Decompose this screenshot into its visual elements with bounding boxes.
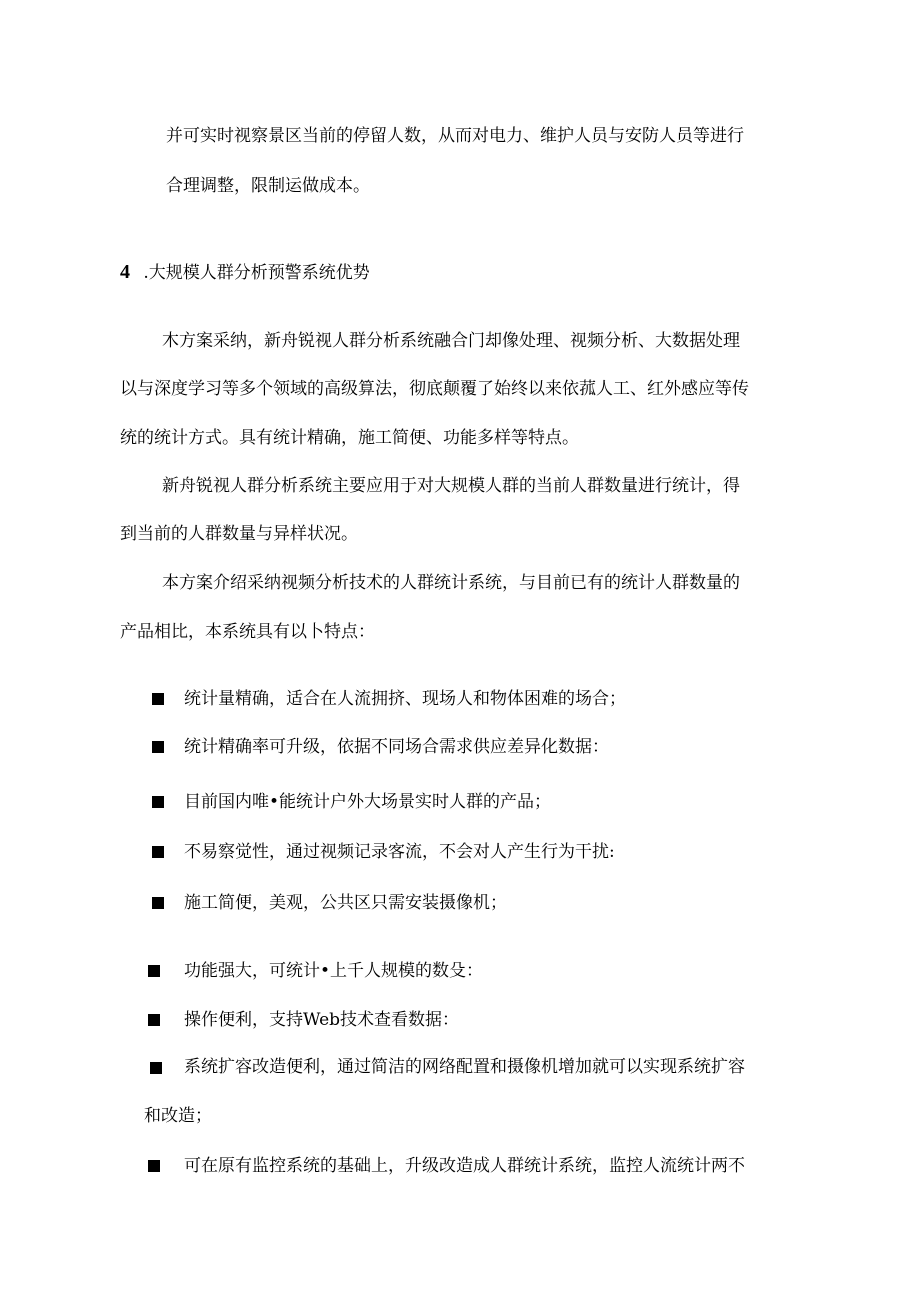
bullet-item-9: 可在原有监控系统的基础上，升级改造成人群统计系统，监控人流统计两不 <box>184 1156 745 1176</box>
intro-line-2: 合理调整，限制运做成本。 <box>166 176 370 196</box>
paragraph-2-line-2: 到当前的人群数量与异样状况。 <box>120 524 358 544</box>
bullet-item-6: 功能强大，可统计•上千人规模的数殳： <box>184 961 484 981</box>
intro-line-1: 并可实时视察景区当前的停留人数，从而对电力、维护人员与安防人员等进行 <box>166 126 744 146</box>
bullet-square-icon <box>152 846 164 858</box>
paragraph-2-line-1: 新舟锐视人群分析系统主要应用于对大规模人群的当前人群数量进行统计，得 <box>162 476 740 496</box>
bullet-item-7: 操作便利，支持Web技术查看数据： <box>184 1010 460 1030</box>
bullet-square-icon <box>152 693 164 705</box>
section-title: .大规模人群分析预警系统优势 <box>143 263 370 283</box>
bullet-item-8-line-2: 和改造； <box>144 1106 212 1126</box>
paragraph-1-line-1: 木方案采纳，新舟锐视人群分析系统融合门却像处理、视频分析、大数据处理 <box>162 331 740 351</box>
bullet-square-icon <box>152 897 164 909</box>
bullet-square-icon <box>148 1160 160 1172</box>
bullet-square-icon <box>152 796 164 808</box>
paragraph-1-line-3: 统的统计方式。具有统计精确，施工简便、功能多样等特点。 <box>120 428 579 448</box>
bullet-square-icon <box>152 741 164 753</box>
bullet-square-icon <box>148 1014 160 1026</box>
paragraph-3-line-1: 本方案介绍采纳视频分析技术的人群统计系统，与目前已有的统计人群数量的 <box>162 573 740 593</box>
bullet-item-2: 统计精确率可升级，依据不同场合需求供应差异化数据： <box>184 737 609 757</box>
bullet-item-5: 施工简便，美观，公共区只需安装摄像机； <box>184 893 507 913</box>
bullet-square-icon <box>150 1062 162 1074</box>
bullet-square-icon <box>148 965 160 977</box>
paragraph-3-line-2: 产品相比，本系统具有以卜特点： <box>120 622 375 642</box>
paragraph-1-line-2: 以与深度学习等多个领域的高级算法，彻底颠覆了始终以来依菰人工、红外感应等传 <box>120 379 749 399</box>
bullet-item-3: 目前国内唯•能统计户外大场景实时人群的产品； <box>184 792 552 812</box>
bullet-item-1: 统计量精确，适合在人流拥挤、现场人和物体困难的场合； <box>184 689 626 709</box>
bullet-item-4: 不易察觉性，通过视频记录客流，不会对人产生行为干扰: <box>184 842 615 862</box>
section-number: 4 <box>120 261 130 283</box>
section-heading <box>120 262 370 282</box>
bullet-item-8-line-1: 系统扩容改造便利，通过简洁的网络配置和摄像机增加就可以实现系统扩容 <box>184 1057 745 1077</box>
